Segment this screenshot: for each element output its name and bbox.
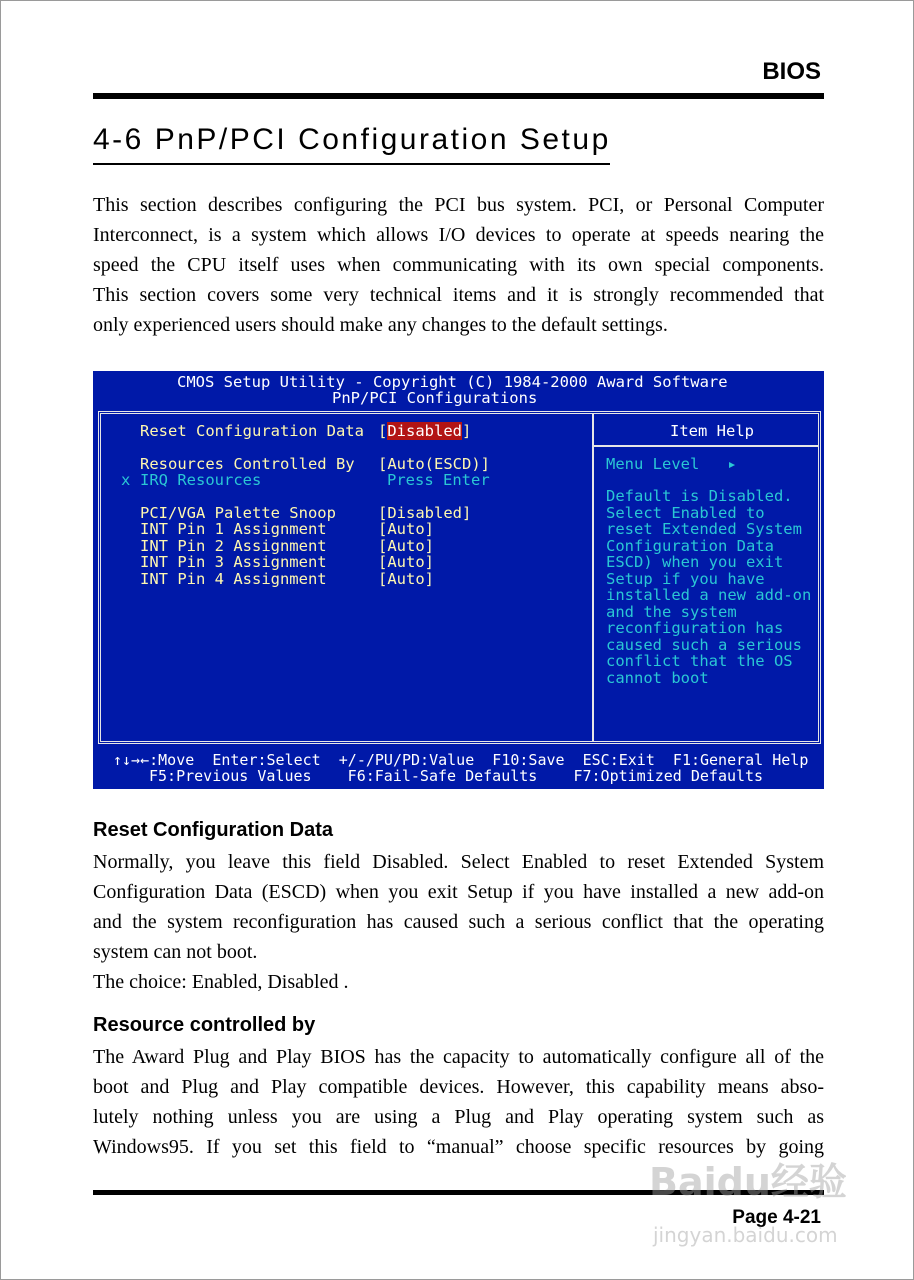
section-title-rule xyxy=(93,163,610,165)
resource-controlled-paragraph xyxy=(93,1042,824,1162)
help-line: reconfiguration has xyxy=(606,619,784,637)
setting-value-irq-resources: Press Enter xyxy=(387,471,490,489)
setting-label-int-pin-3[interactable]: INT Pin 3 Assignment xyxy=(140,553,327,571)
setting-value-palette-snoop[interactable]: [Disabled] xyxy=(378,504,472,522)
help-title-divider xyxy=(594,445,818,447)
setting-value-int-pin-4[interactable]: [Auto] xyxy=(378,570,434,588)
intro-paragraph xyxy=(93,190,824,340)
setting-value-int-pin-3[interactable]: [Auto] xyxy=(378,553,434,571)
help-line: Default is Disabled. xyxy=(606,487,793,505)
selected-value-highlight[interactable]: Disabled xyxy=(387,422,462,440)
reset-config-heading: Reset Configuration Data xyxy=(93,819,334,841)
body-line: and the system reconfiguration has caused such a serious conflict that the operating xyxy=(93,911,824,933)
bios-key-legend-2: F5:Previous Values F6:Fail-Safe Defaults F7:Optimized Defaults xyxy=(149,767,764,785)
intro-line: only experienced users should make any changes to the default settings. xyxy=(93,314,668,336)
help-line: Configuration Data xyxy=(606,537,774,555)
setting-value-resources-controlled[interactable]: [Auto(ESCD)] xyxy=(378,455,490,473)
intro-line: speed the CPU itself uses when communicating with its own special components. xyxy=(93,254,824,276)
help-line: ESCD) when you exit xyxy=(606,553,784,571)
setting-label-reset-config[interactable]: Reset Configuration Data xyxy=(140,422,364,440)
disabled-marker: x xyxy=(121,471,131,489)
watermark-url: jingyan.baidu.com xyxy=(653,1223,838,1247)
setting-label-int-pin-1[interactable]: INT Pin 1 Assignment xyxy=(140,520,327,538)
setting-value-int-pin-2[interactable]: [Auto] xyxy=(378,537,434,555)
body-line: Configuration Data (ESCD) when you exit Setup if you have installed a new add-on xyxy=(93,881,824,903)
intro-line: This section describes configuring the PCI bus system. PCI, or Personal Computer xyxy=(93,194,824,216)
setting-value-int-pin-1[interactable]: [Auto] xyxy=(378,520,434,538)
setting-label-irq-resources: IRQ Resources xyxy=(140,471,262,489)
section-title: 4-6 PnP/PCI Configuration Setup xyxy=(93,123,611,156)
body-line: The Award Plug and Play BIOS has the capacity to automatically configure all of the xyxy=(93,1046,824,1068)
help-line: and the system xyxy=(606,603,737,621)
body-line: lutely nothing unless you are using a Plug and Play operating system such as xyxy=(93,1106,824,1128)
bios-title: CMOS Setup Utility - Copyright (C) 1984-2000 Award Software xyxy=(177,373,728,391)
body-line: system can not boot. xyxy=(93,941,258,963)
header-rule xyxy=(93,93,824,99)
item-help-title: Item Help xyxy=(670,422,754,440)
help-line: cannot boot xyxy=(606,669,709,687)
resource-controlled-heading: Resource controlled by xyxy=(93,1014,316,1036)
bios-column-divider xyxy=(592,414,594,741)
help-line: conflict that the OS xyxy=(606,652,793,670)
help-line: installed a new add-on xyxy=(606,586,812,604)
watermark-logo: Baidu经验 xyxy=(649,1160,847,1204)
setting-label-int-pin-4[interactable]: INT Pin 4 Assignment xyxy=(140,570,327,588)
help-line: caused such a serious xyxy=(606,636,802,654)
help-line: Setup if you have xyxy=(606,570,765,588)
intro-line: Interconnect, is a system which allows I/O devices to operate at speeds nearing the xyxy=(93,224,824,246)
body-line: The choice: Enabled, Disabled . xyxy=(93,971,349,993)
setting-label-palette-snoop[interactable]: PCI/VGA Palette Snoop xyxy=(140,504,336,522)
body-line: Windows95. If you set this field to “manual” choose specific resources by going xyxy=(93,1136,824,1158)
setting-label-resources-controlled[interactable]: Resources Controlled By xyxy=(140,455,355,473)
intro-line: This section covers some very technical items and it is strongly recommended that xyxy=(93,284,824,306)
help-line: Select Enabled to xyxy=(606,504,765,522)
bios-screenshot xyxy=(93,371,824,789)
reset-config-paragraph xyxy=(93,847,824,997)
body-line: boot and Plug and Play compatible devices. However, this capability means abso- xyxy=(93,1076,824,1098)
setting-value-reset-config[interactable]: [Disabled] xyxy=(378,422,472,440)
menu-level-text: Menu Level ▸ xyxy=(606,455,737,473)
bios-subtitle: PnP/PCI Configurations xyxy=(332,389,538,407)
chapter-label: BIOS xyxy=(762,58,821,85)
page-number: Page 4-21 xyxy=(732,1207,821,1228)
setting-label-int-pin-2[interactable]: INT Pin 2 Assignment xyxy=(140,537,327,555)
bios-key-legend-1: ↑↓→←:Move Enter:Select +/-/PU/PD:Value F10:Save ESC:Exit F1:General Help xyxy=(113,751,809,769)
body-line: Normally, you leave this field Disabled. Select Enabled to reset Extended System xyxy=(93,851,824,873)
help-line: reset Extended System xyxy=(606,520,802,538)
